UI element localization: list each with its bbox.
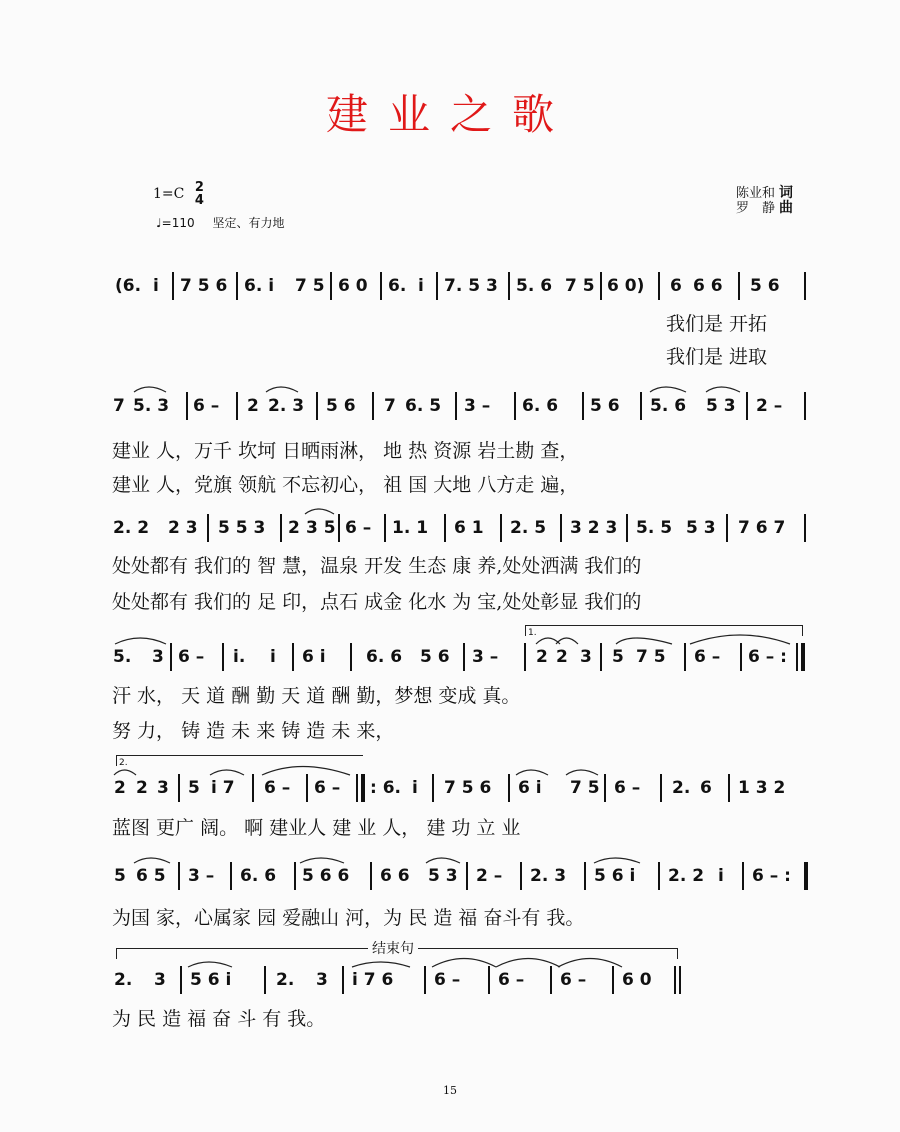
bar-line [292, 643, 294, 671]
note-group: 6 – [178, 647, 205, 667]
note-group: 5 3 [428, 866, 458, 886]
note-group: 5 6 [590, 396, 620, 416]
bar-line [626, 514, 628, 542]
bar-line [582, 392, 584, 420]
note-group: 6 – [434, 970, 461, 990]
bar-line [600, 643, 602, 671]
note-group: 3 [157, 778, 169, 798]
time-signature [195, 181, 204, 207]
bar-line [796, 643, 798, 671]
credit-composer [736, 201, 793, 216]
lyric-verse-1: 汗 水， 天 道 酬 勤 天 道 酬 勤，梦想 变成 真。 [112, 685, 521, 707]
lyric-verse-2: 建业 人，党旗 领航 不忘初心， 祖 国 大地 八方走 遍， [112, 474, 579, 496]
note-group: 3 – [464, 396, 491, 416]
bar-line [684, 643, 686, 671]
time-numerator: 2 [194, 180, 204, 195]
bar-line [178, 774, 180, 802]
bar-line [264, 966, 266, 994]
bar-line [463, 643, 465, 671]
note-group: 2. 2 [668, 866, 705, 886]
note-group: 6 1 [454, 518, 484, 538]
lyric-line [0, 309, 900, 339]
bar-line [738, 272, 740, 300]
repeat-end-bar [804, 862, 808, 890]
note-group: 6 – : [748, 647, 787, 667]
lyric-verse-1: 处处都有 我们的 智 慧，温泉 开发 生态 康 养,处处洒满 我们的 [112, 555, 642, 577]
note-group: 6 – [614, 778, 641, 798]
bar-line [384, 514, 386, 542]
note-group: 7 [113, 396, 125, 416]
note-group: 3 [152, 647, 164, 667]
note-group: 5 [188, 778, 200, 798]
final-bar [679, 966, 681, 994]
note-group: 6 0 [338, 276, 368, 296]
lyric-verse-2: 处处都有 我们的 足 印，点石 成金 化水 为 宝,处处彰显 我们的 [112, 591, 642, 613]
note-group: 7 5 [295, 276, 325, 296]
note-group: 5. 6 [650, 396, 687, 416]
note-group: 7 5 6 [180, 276, 228, 296]
bar-line [600, 272, 602, 300]
bar-line [560, 514, 562, 542]
note-group: 5. 6 [516, 276, 553, 296]
bar-line [372, 392, 374, 420]
bar-line [550, 966, 552, 994]
note-group: 3 – [472, 647, 499, 667]
bar-line [222, 643, 224, 671]
note-group: 1. 1 [392, 518, 429, 538]
ending-label-1: 1. [528, 628, 537, 638]
note-group: 5 6 [750, 276, 780, 296]
note-group: 2 3 [168, 518, 198, 538]
bar-line [316, 392, 318, 420]
note-group: 2 – [756, 396, 783, 416]
bar-line [524, 643, 526, 671]
note-group: 6 0 [622, 970, 652, 990]
notation-line-3 [0, 514, 900, 550]
notation-line-5 [0, 774, 900, 810]
lyricist-role: 词 [779, 185, 794, 201]
ending-bracket-1 [525, 625, 803, 636]
note-group: 6 – [498, 970, 525, 990]
note-group: 6 [700, 778, 712, 798]
note-group: 6. 6 [522, 396, 559, 416]
bar-line [584, 862, 586, 890]
note-group: 3 – [188, 866, 215, 886]
coda-label: 结束句 [368, 938, 418, 958]
note-group: (6. [115, 276, 142, 296]
note-group: 3 2 3 [570, 518, 618, 538]
note-group: i [153, 276, 159, 296]
bar-line [508, 774, 510, 802]
note-group: 2 [556, 647, 568, 667]
note-group: 5 [114, 866, 126, 886]
note-group: : 6. [370, 778, 402, 798]
note-group: 6. [388, 276, 407, 296]
lyric-verse-2: 我们是 进取 [666, 346, 768, 368]
tempo [156, 214, 284, 231]
note-group: 5 6 i [190, 970, 232, 990]
notation-line-7 [0, 966, 900, 1002]
bar-line [178, 862, 180, 890]
bar-line [338, 514, 340, 542]
lyric-line [0, 813, 900, 843]
lyric-verse-1: 建业 人，万千 坎坷 日晒雨淋， 地 热 资源 岩土勘 查， [112, 440, 579, 462]
lyric-verse-2: 努 力， 铸 造 未 来 铸 造 未 来， [112, 720, 395, 742]
note-group: 3 [154, 970, 166, 990]
bar-line [658, 862, 660, 890]
credit-lyricist [736, 186, 793, 201]
bar-line [658, 272, 660, 300]
note-group: 2 [288, 518, 300, 538]
bar-line [230, 862, 232, 890]
note-group: 3 [580, 647, 592, 667]
lyricist-name: 陈业和 [736, 186, 776, 201]
note-group: 2 [247, 396, 259, 416]
note-group: 6. 5 [405, 396, 442, 416]
note-group: 5. 3 [133, 396, 170, 416]
bar-line [728, 774, 730, 802]
note-group: 6 i [518, 778, 542, 798]
note-group: 2. 2 [113, 518, 150, 538]
lyric-verse-1: 为国 家，心属家 园 爱融山 河，为 民 造 福 奋斗有 我。 [112, 907, 585, 929]
bar-line [252, 774, 254, 802]
bar-line [280, 514, 282, 542]
bar-line [500, 514, 502, 542]
bar-line [520, 862, 522, 890]
bar-line [612, 966, 614, 994]
bar-line [804, 392, 806, 420]
bar-line [172, 272, 174, 300]
note-group: 6 6 [380, 866, 410, 886]
notation-line-1 [0, 272, 900, 308]
notation-line-6 [0, 862, 900, 898]
note-group: 6. i [244, 276, 275, 296]
bar-line [370, 862, 372, 890]
lyric-verse-1: 为 民 造 福 奋 斗 有 我。 [112, 1008, 326, 1030]
note-group: i 7 [211, 778, 235, 798]
note-group: 2. 3 [268, 396, 305, 416]
note-group: 5 5 3 [218, 518, 266, 538]
bar-line [294, 862, 296, 890]
tempo-bpm: ♩=110 [156, 216, 195, 230]
lyric-line [0, 551, 900, 581]
bar-line [740, 643, 742, 671]
bar-line [660, 774, 662, 802]
lyric-line [0, 1004, 900, 1034]
note-group: 6 [670, 276, 682, 296]
note-group: 6 5 [136, 866, 166, 886]
bar-line [380, 272, 382, 300]
note-group: 5 [612, 647, 624, 667]
bar-line [726, 514, 728, 542]
note-group: 7 6 7 [738, 518, 786, 538]
note-group: 6 – [193, 396, 220, 416]
note-group: 5 3 [706, 396, 736, 416]
repeat-bar [361, 774, 365, 802]
bar-line [180, 966, 182, 994]
note-group: i [418, 276, 424, 296]
lyric-line [0, 342, 900, 372]
note-group: 6 – [264, 778, 291, 798]
bar-line [640, 392, 642, 420]
lyric-line [0, 436, 900, 466]
note-group: i 7 6 [352, 970, 394, 990]
note-group: 2. [114, 970, 133, 990]
bar-line [488, 966, 490, 994]
bar-line [604, 774, 606, 802]
note-group: 3 5 [306, 518, 336, 538]
note-group: 6 – : [752, 866, 791, 886]
bar-line [674, 966, 676, 994]
lyric-line [0, 681, 900, 711]
note-group: 5 3 [686, 518, 716, 538]
note-group: 2. 5 [510, 518, 547, 538]
composer-name: 罗 静 [736, 201, 776, 216]
bar-line [466, 862, 468, 890]
bar-line [514, 392, 516, 420]
note-group: 5 6 i [594, 866, 636, 886]
ending-label-2: 2. [119, 758, 128, 768]
tempo-marking: 坚定、有力地 [212, 216, 285, 230]
note-group: 6 i [302, 647, 326, 667]
note-group: 2. [672, 778, 691, 798]
key-label: 1=C [153, 186, 185, 202]
time-denominator: 4 [194, 193, 204, 208]
bar-line [170, 643, 172, 671]
note-group: 3 [316, 970, 328, 990]
note-group: 7. 5 3 [444, 276, 498, 296]
bar-line [306, 774, 308, 802]
note-group: 5. 5 [636, 518, 673, 538]
bar-line [236, 392, 238, 420]
bar-line [236, 272, 238, 300]
note-group: 2 – [476, 866, 503, 886]
page-number: 15 [443, 1084, 457, 1097]
bar-line [207, 514, 209, 542]
note-group: i [270, 647, 276, 667]
notation-line-4 [0, 643, 900, 679]
note-group: 6 – [314, 778, 341, 798]
repeat-end-bar [801, 643, 805, 671]
note-group: 2 [114, 778, 126, 798]
notation-line-2 [0, 392, 900, 428]
note-group: 6 – [345, 518, 372, 538]
bar-line [342, 966, 344, 994]
song-title: 建业之歌 [325, 90, 574, 139]
note-group: 5 6 [420, 647, 450, 667]
lyric-line [0, 470, 900, 500]
bar-line [804, 514, 806, 542]
bar-line [742, 862, 744, 890]
ending-bracket-2 [116, 755, 363, 766]
note-group: i. [233, 647, 246, 667]
note-group: 7 5 6 [444, 778, 492, 798]
bar-line [746, 392, 748, 420]
bar-line [436, 272, 438, 300]
key-signature [153, 181, 204, 207]
bar-line [432, 774, 434, 802]
note-group: 6. 6 [240, 866, 277, 886]
note-group: 7 5 [570, 778, 600, 798]
note-group: 6. 6 [366, 647, 403, 667]
note-group: 5 6 6 [302, 866, 350, 886]
note-group: 1 3 2 [738, 778, 786, 798]
note-group: 5. [113, 647, 132, 667]
note-group: 7 5 [636, 647, 666, 667]
bar-line [444, 514, 446, 542]
note-group: 6 0) [607, 276, 645, 296]
bar-line [350, 643, 352, 671]
bar-line [356, 774, 358, 802]
note-group: 2. 3 [530, 866, 567, 886]
note-group: 7 [384, 396, 396, 416]
lyric-line [0, 587, 900, 617]
note-group: 6 6 [693, 276, 723, 296]
note-group: 2. [276, 970, 295, 990]
note-group: 7 5 [565, 276, 595, 296]
bar-line [186, 392, 188, 420]
credits [736, 186, 793, 216]
bar-line [455, 392, 457, 420]
note-group: 2 [536, 647, 548, 667]
lyric-verse-1: 蓝图 更广 阔。 啊 建业人 建 业 人， 建 功 立 业 [112, 817, 521, 839]
composer-role: 曲 [779, 200, 794, 216]
lyric-line [0, 716, 900, 746]
note-group: 2 [136, 778, 148, 798]
note-group: 6 – [694, 647, 721, 667]
bar-line [508, 272, 510, 300]
bar-line [330, 272, 332, 300]
bar-line [804, 272, 806, 300]
note-group: 6 – [560, 970, 587, 990]
note-group: i [412, 778, 418, 798]
note-group: i [718, 866, 724, 886]
bar-line [424, 966, 426, 994]
lyric-line [0, 903, 900, 933]
lyric-verse-1: 我们是 开拓 [666, 313, 768, 335]
note-group: 5 6 [326, 396, 356, 416]
